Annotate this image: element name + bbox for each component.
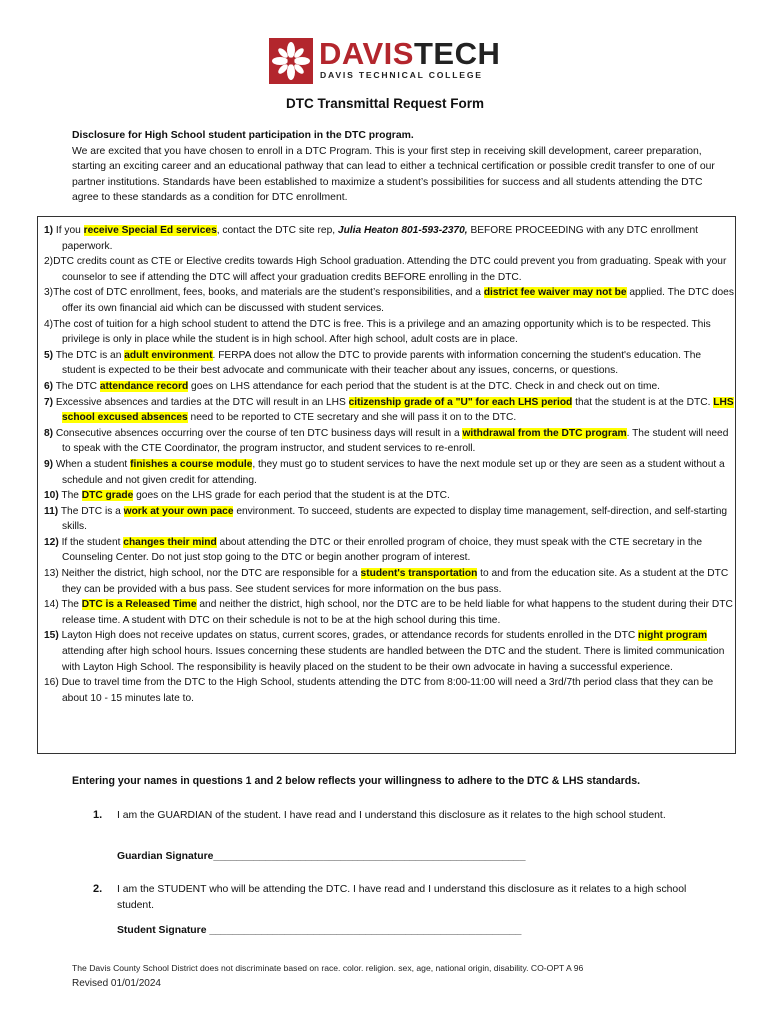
guardian-statement: I am the GUARDIAN of the student. I have read and I understand this disclosure as it relates to the high school student. xyxy=(117,810,666,821)
item-text: The DTC is an xyxy=(53,349,125,361)
flower-logo-icon xyxy=(269,38,313,84)
item-text: The DTC is a xyxy=(58,505,124,517)
highlighted-term: changes their mind xyxy=(123,536,217,548)
highlighted-term: withdrawal from the DTC program xyxy=(462,427,627,439)
highlighted-term: attendance record xyxy=(99,380,189,392)
highlighted-term: receive Special Ed services xyxy=(83,225,217,236)
revision-date: Revised 01/01/2024 xyxy=(72,978,161,989)
highlighted-term: DTC is a Released Time xyxy=(81,599,197,611)
item-number: 5) xyxy=(44,349,54,361)
item-text: goes on LHS attendance for each period that the student is at the DTC. Check in and check out on time. xyxy=(188,380,660,392)
item-text: Excessive absences and tardies at the DTC will result in an LHS xyxy=(53,396,349,408)
highlighted-term: work at your own pace xyxy=(123,505,234,517)
item-number: 13) xyxy=(44,568,59,580)
item-text: BEFORE PROCEEDING with any DTC enrollment paperwork. xyxy=(62,225,699,252)
question-number: 2. xyxy=(93,883,103,895)
student-question xyxy=(93,882,713,913)
item-text: that the student is at the DTC. xyxy=(572,396,714,408)
item-text: The xyxy=(58,490,82,502)
item-text: Due to travel time from the DTC to the High School, students attending the DTC from 8:00-11:00 will need a 3rd/7th period class that they can be about 10 - 15 minutes late to. xyxy=(58,677,714,704)
standard-item xyxy=(44,317,735,348)
item-number: 16) xyxy=(44,677,59,689)
highlighted-term: student's transportation xyxy=(360,568,478,580)
item-text: . The student will need to speak with the CTE Coordinator, the program instructor, and student services to re-enroll. xyxy=(62,427,729,455)
item-text: The cost of DTC enrollment, fees, books, and materials are the student’s responsibilities, and a xyxy=(53,287,484,299)
disclosure-intro xyxy=(72,128,722,206)
item-text: , they must go to student services to have the next module set up or they are seen as a student without a schedule and not given credit for attending. xyxy=(62,458,725,486)
item-text: need to be reported to CTE secretary and she will pass it on to the DTC. xyxy=(187,412,517,424)
footer xyxy=(72,961,583,991)
standard-item xyxy=(44,628,735,675)
item-number: 2) xyxy=(44,256,54,268)
highlighted-term: LHS school excused absences xyxy=(62,396,734,424)
standard-item xyxy=(44,254,735,285)
item-number: 15) xyxy=(44,630,59,642)
standard-item xyxy=(44,535,735,566)
form-title: DTC Transmittal Request Form xyxy=(285,96,485,111)
highlighted-term: citizenship grade of a "U" for each LHS period xyxy=(348,396,573,408)
item-number: 7) xyxy=(44,396,54,408)
davis-tech-logo xyxy=(269,36,501,84)
standards-box xyxy=(37,216,736,754)
highlighted-term: night program xyxy=(638,630,708,642)
item-number: 8) xyxy=(44,427,54,439)
guardian-signature-field[interactable]: Guardian Signature______________________________________________________ xyxy=(117,851,526,862)
standard-item xyxy=(44,285,735,316)
highlighted-term: adult environment xyxy=(124,349,213,361)
standard-item xyxy=(44,395,735,426)
item-text: DTC credits count as CTE or Elective credits towards High School graduation. Attending the DTC could prevent you from graduating. Speak with your counselor to see if attending the DTC will affect your graduation credits BEFORE enrolling in the DTC. xyxy=(53,256,727,283)
item-number: 6) xyxy=(44,380,54,392)
item-text: The cost of tuition for a high school student to attend the DTC is free. This is a privilege and an amazing opportunity which is to be respected. This privilege is only in place while the student is in high school. After high school, adult costs are in place. xyxy=(53,318,711,346)
item-text: applied. The DTC does offer its own financial aid which can be discussed with student services. xyxy=(62,287,734,314)
standard-item xyxy=(44,457,735,488)
item-number: 11) xyxy=(44,505,59,517)
highlighted-term: district fee waiver may not be xyxy=(483,287,627,299)
item-text: If the student xyxy=(58,536,124,548)
logo-wordmark: DAVISTECH xyxy=(319,36,501,71)
item-text: about attending the DTC or their enrolled program of choice, they must speak with the CTE secretary in the Counseling Center. Do not just stop going to the DTC or begin another program of interest. xyxy=(62,536,702,564)
item-text: . FERPA does not allow the DTC to provide parents with information concerning the student's education. The student is expected to be their best advocate and communicate with their teacher about any issues, concerns, or questions. xyxy=(62,349,702,377)
item-text: Layton High does not receive updates on status, current scores, grades, or attendance records for students enrolled in the DTC xyxy=(58,630,639,642)
standard-item xyxy=(44,379,735,395)
disclosure-heading: Disclosure for High School student participation in the DTC program. xyxy=(72,130,414,141)
logo-subtitle: DAVIS TECHNICAL COLLEGE xyxy=(320,70,483,80)
standard-item xyxy=(44,426,735,457)
item-number: 1) xyxy=(44,225,54,236)
standard-item xyxy=(44,488,735,504)
agreement-statement: Entering your names in questions 1 and 2 below reflects your willingness to adhere to the DTC & LHS standards. xyxy=(72,775,641,787)
item-number: 12) xyxy=(44,536,59,548)
student-statement: I am the STUDENT who will be attending the DTC. I have read and I understand this disclosure as it relates to a high school student. xyxy=(117,884,687,911)
item-text: When a student xyxy=(53,458,131,470)
highlighted-term: DTC grade xyxy=(81,490,134,502)
contact-info: Julia Heaton 801-593-2370, xyxy=(337,225,468,236)
item-text: to and from the education site. As a student at the DTC they can be provided with a bus pass. See student services for more information on the bus pass. xyxy=(62,568,729,595)
item-text: , contact the DTC site rep, xyxy=(216,225,338,236)
item-text: goes on the LHS grade for each period that the student is at the DTC. xyxy=(133,490,450,502)
item-text: and neither the district, high school, nor the DTC are to be held liable for what happens to the student during their DTC release time. A student with DTC on their schedule is not to be at the high school during this time. xyxy=(62,599,733,626)
standard-item xyxy=(44,504,735,535)
item-text: attending after high school hours. Issues concerning these students are handled between the DTC and the student. There is limited communication with Layton High School. The responsibility is heavily placed on the student to be their own advocate in having a successful experience. xyxy=(62,646,725,673)
item-number: 10) xyxy=(44,490,59,502)
item-number: 4) xyxy=(44,318,54,330)
student-signature-field[interactable]: Student Signature ______________________________________________________ xyxy=(117,925,522,936)
item-text: Consecutive absences occurring over the course of ten DTC business days will result in a xyxy=(53,427,463,439)
guardian-question xyxy=(93,808,713,824)
item-text: The DTC xyxy=(53,380,100,392)
standard-item xyxy=(44,223,735,254)
highlighted-term: finishes a course module xyxy=(130,458,253,470)
standard-item xyxy=(44,348,735,379)
nondiscrimination-notice: The Davis County School District does not discriminate based on race. color. religion. sex, age, national origin, disability. CO-OPT A 96 xyxy=(72,963,584,973)
item-text: Neither the district, high school, nor the DTC are responsible for a xyxy=(58,568,361,580)
question-number: 1. xyxy=(93,809,103,821)
standard-item xyxy=(44,675,735,706)
item-text: The xyxy=(58,599,82,611)
standard-item xyxy=(44,566,735,597)
item-text: environment. To succeed, students are expected to display time management, self-direction, and self-starting skills. xyxy=(62,505,728,533)
item-number: 3) xyxy=(44,287,54,299)
standard-item xyxy=(44,597,735,628)
item-number: 14) xyxy=(44,599,59,611)
item-number: 9) xyxy=(44,458,54,470)
disclosure-body: We are excited that you have chosen to enroll in a DTC Program. This is your first step in receiving skill development, career preparation, starting an exciting career and an educational pathway that can lead to either a technical certification or possible credit transfer to one of our partner institutions. Standards have been established to maximize a student’s possibilities for success and all students attending the DTC agree to these standards as a condition for DTC enrollment. xyxy=(72,145,715,204)
item-text: If you xyxy=(53,225,84,236)
